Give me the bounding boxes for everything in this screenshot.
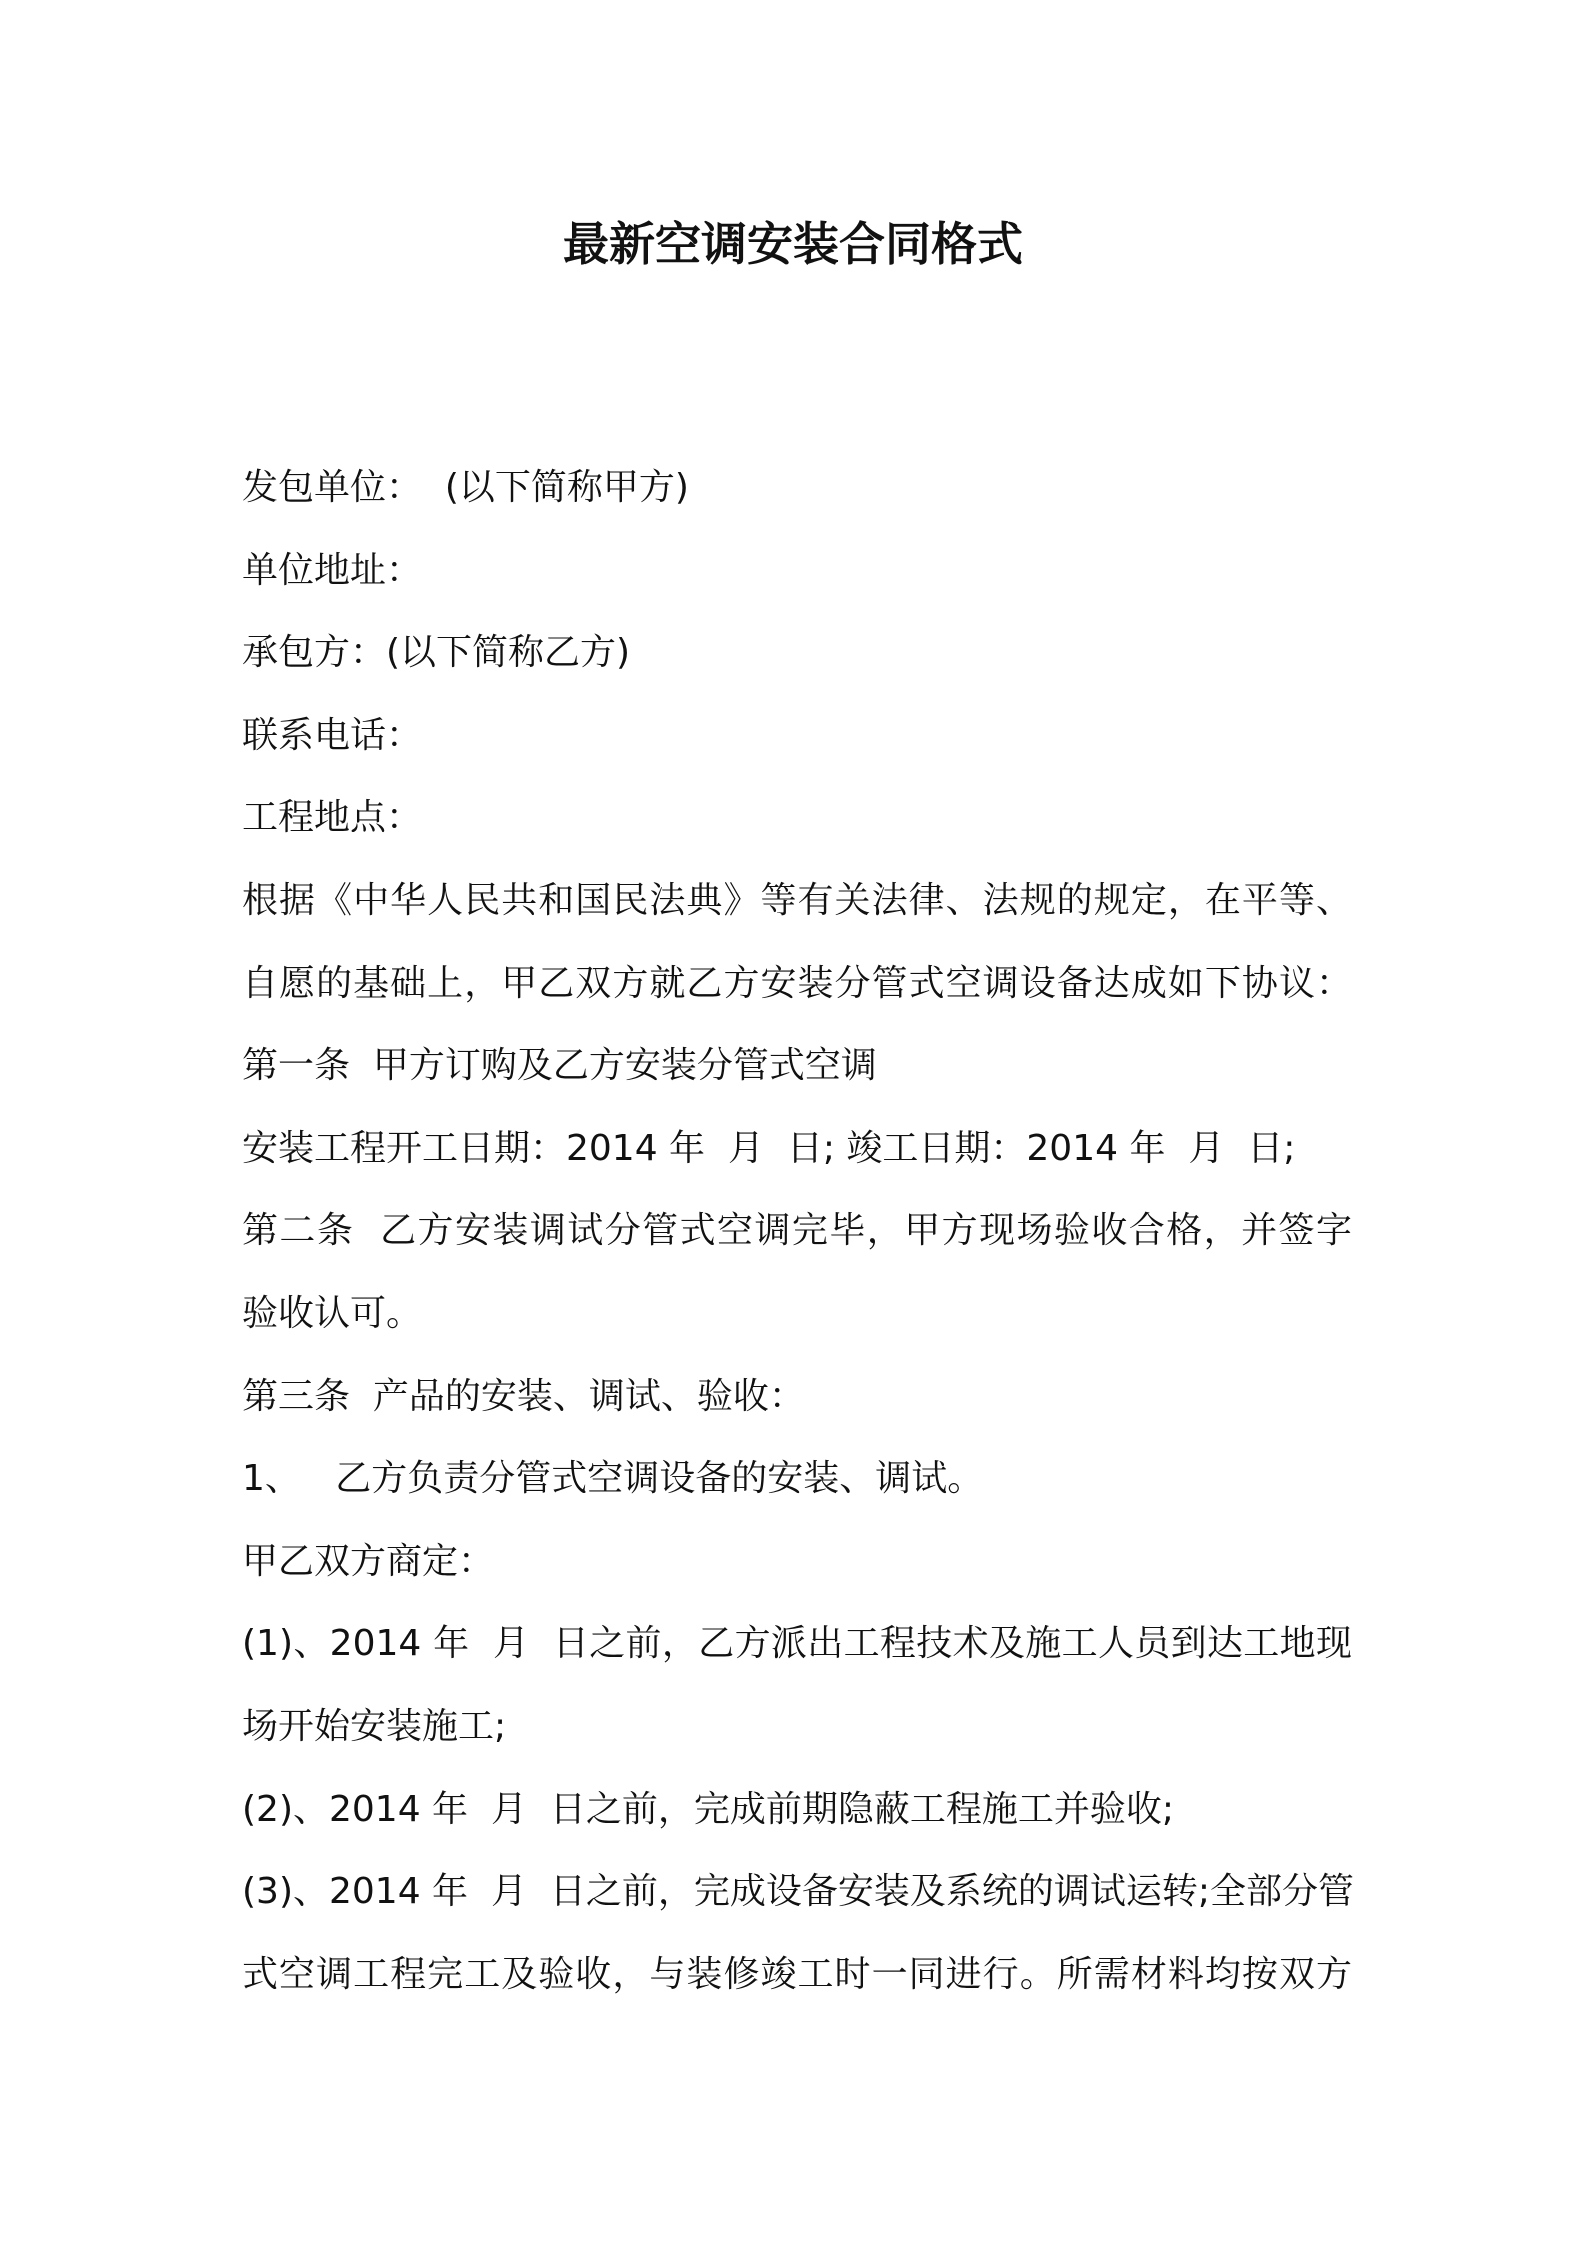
document-title: 最新空调安装合同格式: [563, 217, 1023, 271]
paragraph-line: 自愿的基础上，甲乙双方就乙方安装分管式空调设备达成如下协议：: [242, 962, 1352, 1004]
field-employer: 发包单位： (以下简称甲方): [242, 467, 689, 508]
article-two-line: 验收认可。: [242, 1292, 423, 1334]
paragraph-line: 安装工程开工日期：2014 年 月 日; 竣工日期：2014 年 月 日;: [242, 1127, 1296, 1169]
list-item: (1)、2014 年 月 日之前，乙方派出工程技术及施工人员到达工地现: [242, 1623, 1352, 1665]
article-one-heading: 第一条 甲方订购及乙方安装分管式空调: [242, 1045, 877, 1087]
field-contractor: 承包方：(以下简称乙方): [242, 632, 631, 674]
document-body: [242, 447, 1362, 2016]
field-phone: 联系电话：: [242, 714, 423, 756]
list-item: 场开始安装施工;: [242, 1705, 507, 1747]
article-three-heading: 第三条 产品的安装、调试、验收：: [242, 1375, 805, 1417]
field-site: 工程地点：: [242, 797, 423, 839]
article-two-line: 第二条 乙方安装调试分管式空调完毕，甲方现场验收合格，并签字: [242, 1210, 1352, 1252]
list-item: (3)、2014 年 月 日之前，完成设备安装及系统的调试运转;全部分管: [242, 1871, 1354, 1913]
field-employer-address: 单位地址：: [242, 549, 423, 591]
paragraph-line: 甲乙双方商定：: [242, 1540, 495, 1582]
list-item: 式空调工程完工及验收，与装修竣工时一同进行。所需材料均按双方: [242, 1953, 1352, 1995]
list-item: 1、 乙方负责分管式空调设备的安装、调试。: [242, 1458, 984, 1500]
list-item: (2)、2014 年 月 日之前，完成前期隐蔽工程施工并验收;: [242, 1788, 1174, 1830]
paragraph-line: 根据《中华人民共和国民法典》等有关法律、法规的规定，在平等、: [242, 879, 1352, 921]
